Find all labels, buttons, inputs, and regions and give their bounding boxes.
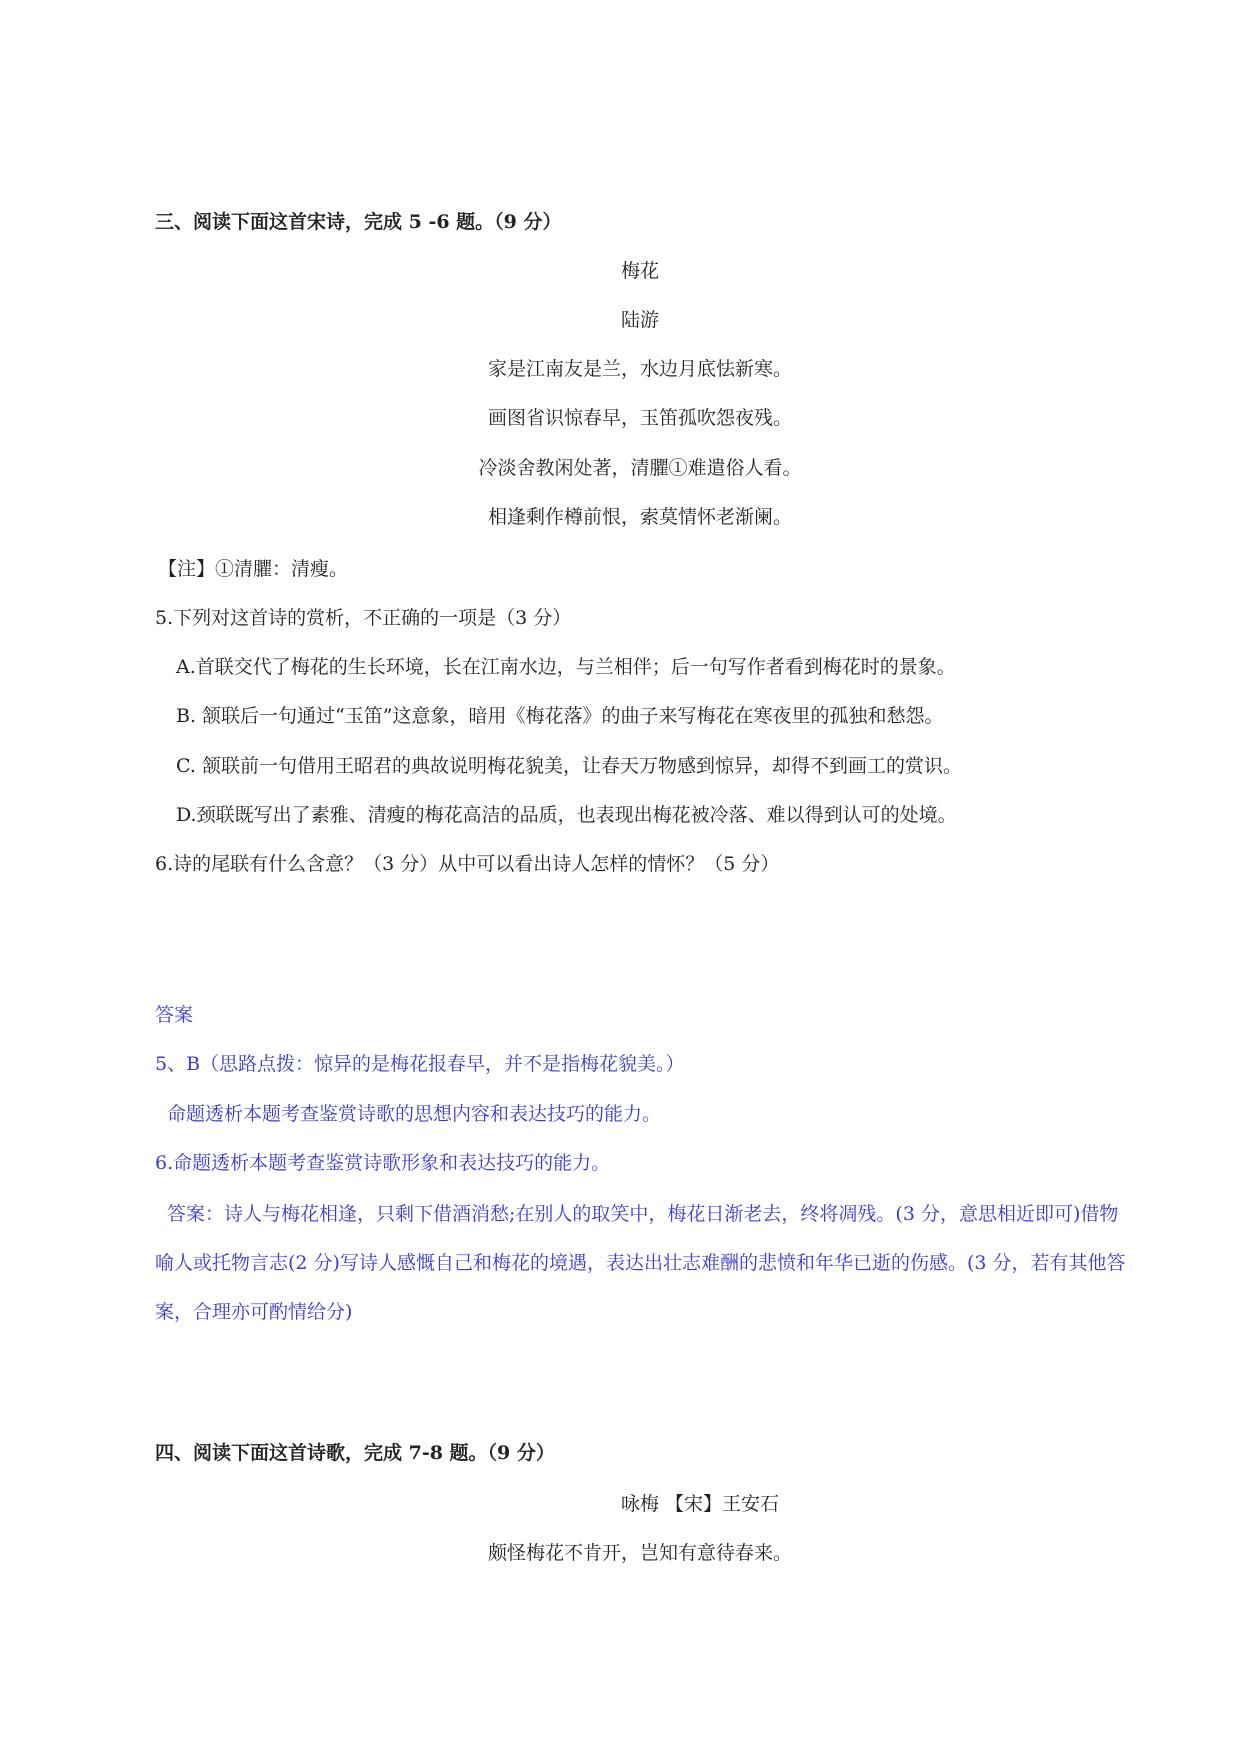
poem-author: 陆游 xyxy=(620,309,659,331)
answer-6-analysis: 6.命题透析本题考查鉴赏诗歌形象和表达技巧的能力。 xyxy=(155,1152,611,1174)
question-5-option-d: D.颈联既写出了素雅、清瘦的梅花高洁的品质，也表现出梅花被冷落、难以得到认可的处境。 xyxy=(176,804,957,826)
poem-line: 相逢剩作樽前恨，索莫情怀老渐阑。 xyxy=(487,506,792,528)
section3-heading: 三、阅读下面这首宋诗，完成 5 -6 题。（9 分） xyxy=(155,211,562,233)
answer-6-text: 答案：诗人与梅花相逢，只剩下借酒消愁;在别人的取笑中，梅花日渐老去，终将凋残。(3 分，意思相近即可)借物喻人或托物言志(2 分)写诗人感慨自己和梅花的境遇，表达出壮志难酬的悲愤和年华已逝的伤感。(3 分，若有其他答案，合理亦可酌情给分) xyxy=(155,1203,1126,1323)
question-5-stem: 5.下列对这首诗的赏析，不正确的一项是（3 分） xyxy=(155,607,572,629)
poem-title: 梅花 xyxy=(620,260,659,282)
poem-line: 画图省识惊春早，玉笛孤吹怨夜残。 xyxy=(487,407,792,429)
answer-5-analysis: 命题透析本题考查鉴赏诗歌的思想内容和表达技巧的能力。 xyxy=(167,1103,662,1125)
poem-note: 【注】①清臞：清瘦。 xyxy=(158,558,349,580)
section4-heading: 四、阅读下面这首诗歌，完成 7-8 题。（9 分） xyxy=(155,1442,555,1464)
poem-line: 冷淡舍教闲处著，清臞①难遣俗人看。 xyxy=(478,457,802,479)
poem-line: 家是江南友是兰，水边月底怯新寒。 xyxy=(487,358,792,380)
question-5-option-b: B. 颔联后一句通过“玉笛”这意象，暗用《梅花落》的曲子来写梅花在寒夜里的孤独和愁怨。 xyxy=(176,705,944,727)
poem2-line: 颇怪梅花不肯开，岂知有意待春来。 xyxy=(487,1542,792,1564)
answers-title: 答案 xyxy=(155,1004,194,1026)
answer-5: 5、B（思路点拨：惊异的是梅花报春早，并不是指梅花貌美。） xyxy=(155,1053,685,1075)
question-6-stem: 6.诗的尾联有什么含意？（3 分）从中可以看出诗人怎样的情怀？（5 分） xyxy=(155,853,780,875)
question-5-option-c: C. 颔联前一句借用王昭君的典故说明梅花貌美，让春天万物感到惊异，却得不到画工的赏识。 xyxy=(176,755,962,777)
poem2-title: 咏梅 【宋】王安石 xyxy=(620,1493,780,1515)
question-5-option-a: A.首联交代了梅花的生长环境，长在江南水边，与兰相伴；后一句写作者看到梅花时的景象。 xyxy=(176,656,956,678)
